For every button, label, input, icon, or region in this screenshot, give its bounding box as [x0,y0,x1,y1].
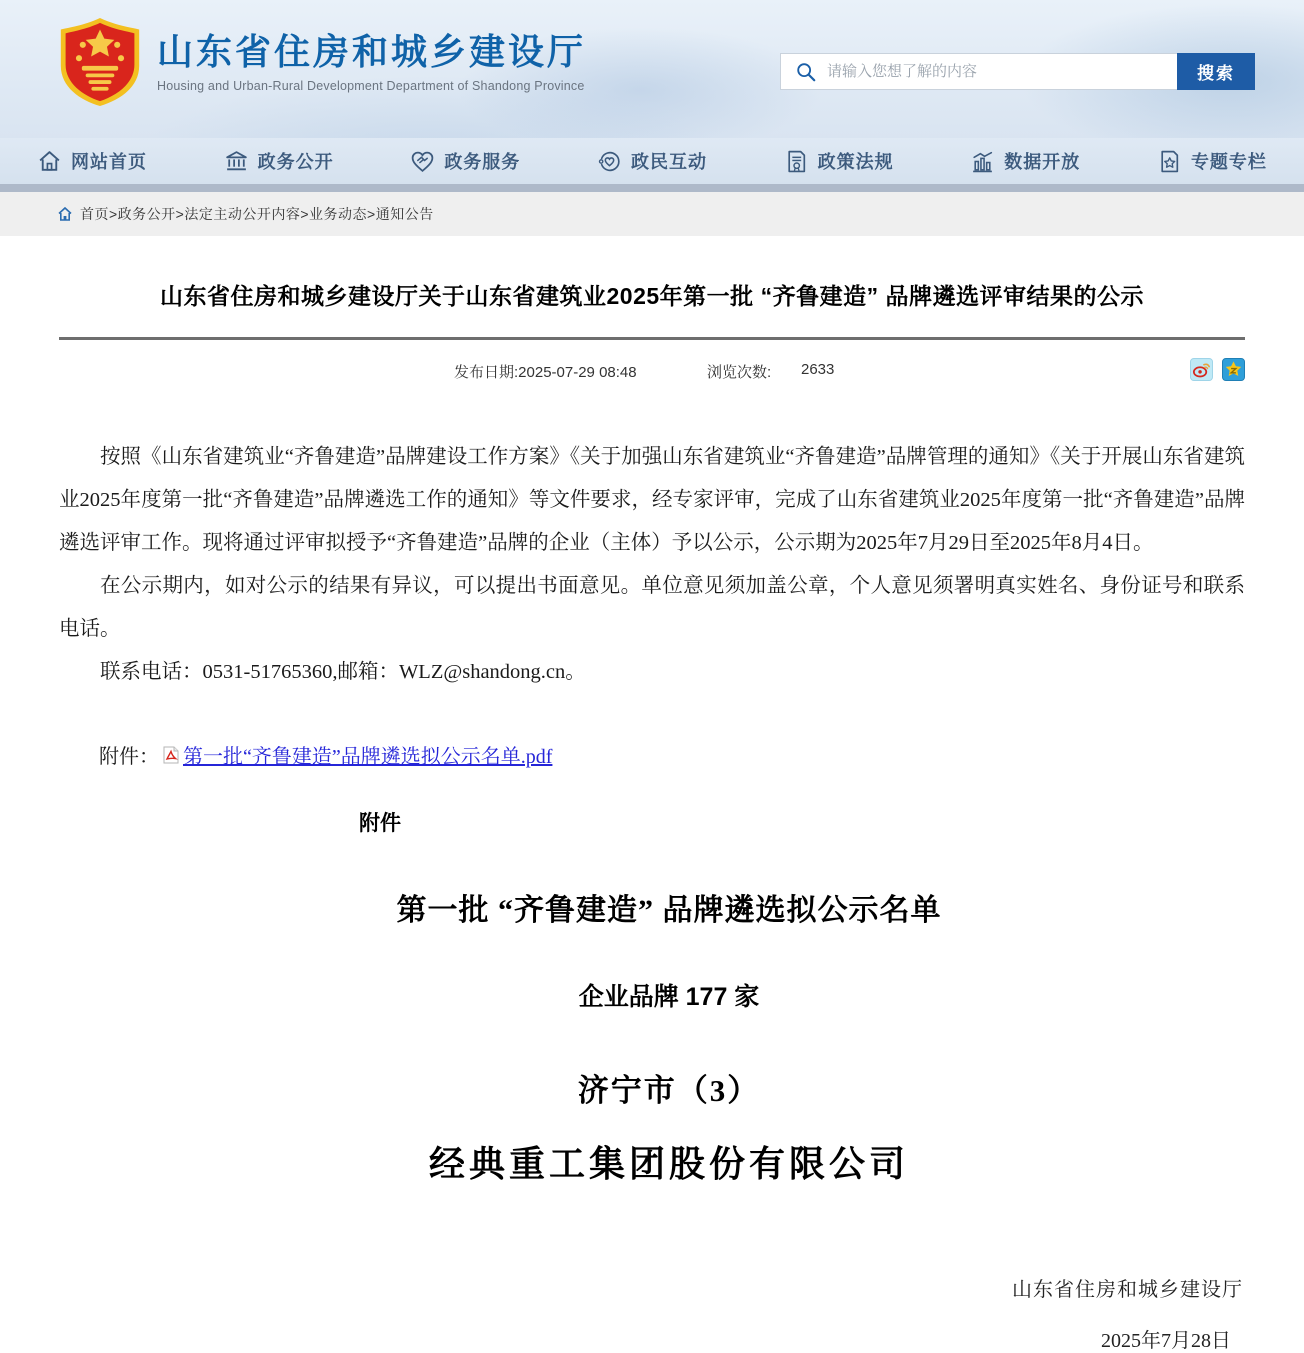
article-body [59,436,1245,694]
site-title: 山东省住房和城乡建设厅 [157,31,587,73]
nav-item-policy[interactable] [784,148,894,174]
pdf-file-icon [163,746,179,764]
site-subtitle: Housing and Urban-Rural Development Department of Shandong Province [157,78,585,93]
national-emblem-logo [57,16,143,108]
paragraph: 按照《山东省建筑业“齐鲁建造”品牌建设工作方案》《关于加强山东省建筑业“齐鲁建造”品牌管理的通知》《关于开展山东省建筑业2025年度第一批“齐鲁建造”品牌遴选工作的通知》等文件要求，经专家评审，完成了山东省建筑业2025年度第一批“齐鲁建造”品牌遴选评审工作。现将通过评审拟授予“齐鲁建造”品牌的企业（主体）予以公示，公示期为2025年7月29日至2025年8月4日。 [59,446,1245,554]
attachment-pdf-link[interactable]: 第一批“齐鲁建造”品牌遴选拟公示名单.pdf [183,746,553,768]
site-header [0,0,1304,140]
publish-date: 发布日期:2025-07-29 08:48 [454,364,637,381]
attachment-preview [299,807,1039,1187]
bar-chart-icon [970,149,995,174]
nav-label: 数据开放 [1004,152,1081,172]
preview-label: 附件 [359,812,401,835]
article-content [59,278,1245,1353]
breadcrumb[interactable]: 首页>政务公开>法定主动公开内容>业务动态>通知公告 [80,206,434,222]
search-input[interactable] [827,54,1177,89]
search-bar [780,53,1255,90]
views-count: 2633 [801,361,835,378]
signature-org: 山东省住房和城乡建设厅 [1012,1279,1243,1301]
preview-subtitle: 企业品牌 177 家 [578,983,760,1011]
nav-item-data[interactable] [970,148,1080,174]
nav-label: 网站首页 [71,152,147,172]
attachment-label: 附件： [99,746,159,768]
nav-label: 政民互动 [630,152,707,172]
home-icon [37,149,62,174]
article-title: 山东省住房和城乡建设厅关于山东省建筑业2025年第一批 “齐鲁建造” 品牌遴选评审结果的公示 [160,283,1144,309]
contact-line: 联系电话：0531-51765360,邮箱：WLZ@shandong.cn。 [100,661,586,683]
preview-city: 济宁市（3） [577,1073,761,1108]
title-divider [59,337,1245,340]
qzone-icon[interactable] [1222,358,1245,381]
breadcrumb-band [0,192,1304,236]
preview-company: 经典重工集团股份有限公司 [428,1144,909,1184]
nav-label: 政务公开 [257,152,334,172]
site-identity [157,31,586,92]
breadcrumb-home-icon [57,206,73,222]
nav-item-gov-service[interactable] [410,148,520,174]
nav-item-home[interactable] [37,148,147,174]
preview-title: 第一批 “齐鲁建造” 品牌遴选拟公示名单 [396,894,942,927]
paragraph: 在公示期内，如对公示的结果有异议，可以提出书面意见。单位意见须加盖公章，个人意见须署明真实姓名、身份证号和联系电话。 [59,575,1245,640]
main-nav [0,138,1304,184]
nav-item-interaction[interactable] [597,148,707,174]
article-meta [59,358,1245,384]
nav-label: 专题专栏 [1190,152,1267,172]
search-button[interactable]: 搜索 [1177,53,1255,90]
star-document-icon [1157,149,1182,174]
signature-block [59,1273,1245,1353]
signature-date: 2025年7月28日 [1101,1330,1231,1352]
heart-circle-icon [597,149,622,174]
policy-document-icon [784,149,809,174]
nav-label: 政务服务 [444,152,521,172]
bank-icon [224,149,249,174]
nav-divider [0,184,1304,192]
attachment-row [59,740,1245,769]
nav-item-special[interactable] [1157,148,1267,174]
handshake-heart-icon [410,149,435,174]
search-icon [795,61,817,83]
nav-item-gov-open[interactable] [224,148,334,174]
weibo-icon[interactable] [1190,358,1213,381]
views-label: 浏览次数: [707,364,772,381]
nav-label: 政策法规 [817,152,894,172]
